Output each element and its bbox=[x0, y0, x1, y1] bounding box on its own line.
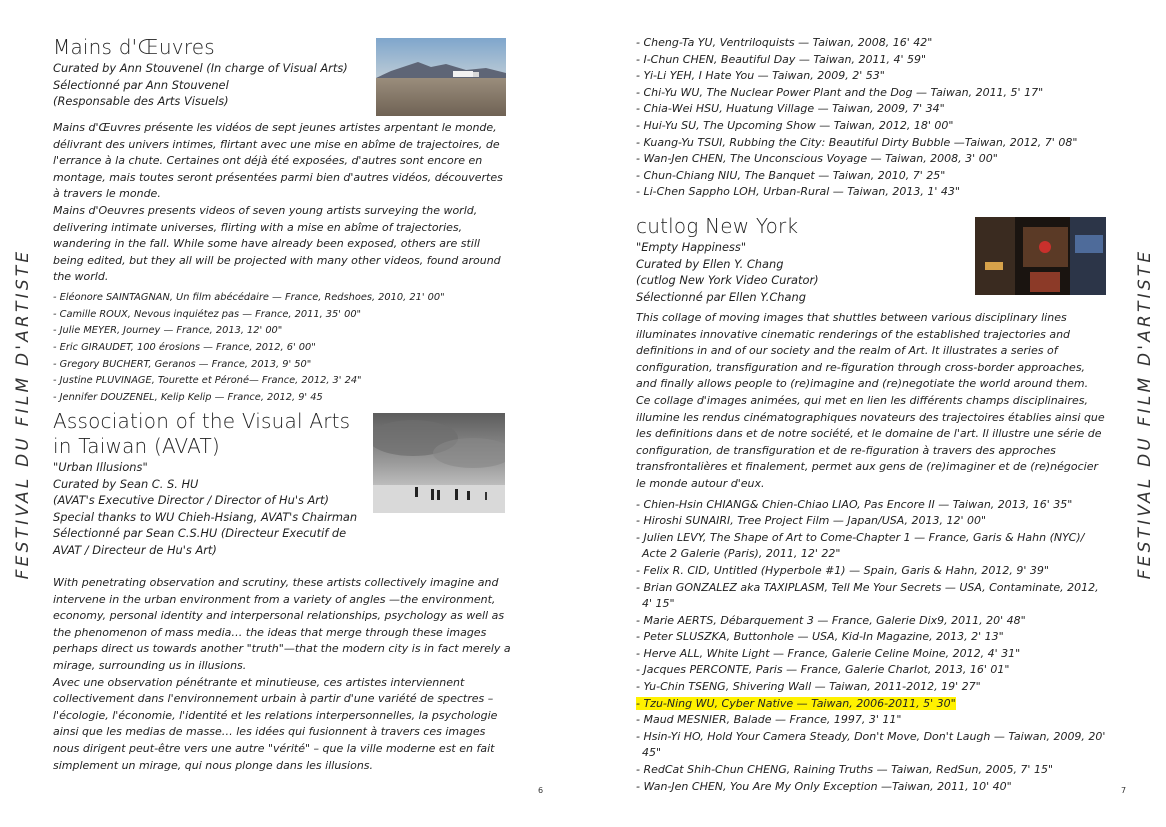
list-item: - Wan-Jen CHEN, You Are My Only Exception —Taiwan, 2011, 10' 40" bbox=[636, 779, 1012, 793]
list-item: - Julien LEVY, The Shape of Art to Come-Chapter 1 — France, Garis & Hahn (NYC)/ Acte 2 Galerie (Paris), 2011, 12' 22" bbox=[636, 530, 1085, 561]
list-item: - Chi-Yu WU, The Nuclear Power Plant and the Dog — Taiwan, 2011, 5' 17" bbox=[636, 85, 1044, 99]
credits bbox=[636, 239, 966, 305]
list-item: - Chia-Wei HSU, Huatung Village — Taiwan, 2009, 7' 34" bbox=[636, 102, 945, 116]
cutlog-body bbox=[636, 310, 1106, 795]
list-item: - I-Chun CHEN, Beautiful Day — Taiwan, 2011, 4' 59" bbox=[636, 52, 927, 66]
credit-line: (AVAT's Executive Director / Director of Hu's Art) bbox=[53, 493, 329, 507]
credit-line: (Responsable des Arts Visuels) bbox=[53, 94, 229, 108]
credit-line: (cutlog New York Video Curator) bbox=[636, 273, 819, 287]
list-item: - Chun-Chiang NIU, The Banquet — Taiwan, 2010, 7' 25" bbox=[636, 168, 946, 182]
paragraph-en: Mains d'Oeuvres presents videos of seven young artists surveying the world, delivering intimate universes, flirting with a mise en abîme of trajectories, wandering in the fall. While some have already been exposed, others are still being edited, but they all will be projected with many other videos, found around the world. bbox=[53, 203, 501, 284]
list-item: - Jacques PERCONTE, Paris — France, Galerie Charlot, 2013, 16' 01" bbox=[636, 663, 1010, 677]
section-title-line2: in Taiwan (AVAT) bbox=[53, 434, 220, 458]
paragraph-en: With penetrating observation and scrutiny, these artists collectively imagine and intervene in the urban environment from a variety of angles —the environment, economy, personal identity and interpersonal relationships, psychology as well as the phenomenon of mass media… the ideas that merge through these images perhaps direct us towards another "truth"—that the modern city is in fact merely a mirage, surrounding us in illusions. bbox=[53, 576, 511, 672]
list-item: - Hui-Yu SU, The Upcoming Show — Taiwan, 2012, 18' 00" bbox=[636, 118, 954, 132]
list-item: - Chien-Hsin CHIANG& Chien-Chiao LIAO, Pas Encore II — Taiwan, 2013, 16' 35" bbox=[636, 497, 1073, 511]
credit-line: Sélectionné par Ellen Y.Chang bbox=[636, 289, 806, 304]
list-item: - Eric GIRAUDET, 100 érosions — France, 2012, 6' 00" bbox=[53, 342, 316, 354]
side-label-left bbox=[8, 0, 38, 827]
list-item: - RedCat Shih-Chun CHENG, Raining Truths — Taiwan, RedSun, 2005, 7' 15" bbox=[636, 763, 1054, 777]
list-item: - Jennifer DOUZENEL, Kelip Kelip — France, 2012, 9' 45 bbox=[53, 392, 323, 404]
page-number: 7 bbox=[1121, 786, 1127, 795]
list-item: - Maud MESNIER, Balade — France, 1997, 3' 11" bbox=[636, 713, 902, 727]
mains-body bbox=[53, 120, 513, 407]
credit-line: "Empty Happiness" bbox=[636, 240, 747, 254]
list-item: - Felix R. CID, Untitled (Hyperbole #1) — Spain, Garis & Hahn, 2012, 9' 39" bbox=[636, 563, 1049, 577]
credit-line: Curated by Ellen Y. Chang bbox=[636, 256, 784, 271]
list-item: - Li-Chen Sappho LOH, Urban-Rural — Taiwan, 2013, 1' 43" bbox=[636, 185, 960, 199]
side-label-right bbox=[1130, 0, 1160, 827]
list-item: - Justine PLUVINAGE, Tourette et Péroné— France, 2012, 3' 24" bbox=[53, 375, 362, 387]
highlighted-text: - Tzu-Ning WU, Cyber Native — Taiwan, 2006-2011, 5' 30" bbox=[636, 696, 956, 710]
section-title: cutlog New York bbox=[636, 214, 799, 238]
list-item: - Eléonore SAINTAGNAN, Un film abécédaire — France, Redshoes, 2010, 21' 00" bbox=[53, 291, 445, 303]
paragraph-fr: Avec une observation pénétrante et minutieuse, ces artistes interviennent collectivement dans l'environnement urbain à partir d'une variété de spectres – l'écologie, l'économie, l'identité et les relations interpersonnelles, la psychologie ainsi que les medias de masse… les idées qui fusionnent à travers ces images nous dirigent peut-être vers une autre "vérité" – que la ville moderne est en fait simplement un mirage, qui nous plonge dans les illusions. bbox=[53, 675, 498, 772]
page-number: 6 bbox=[538, 786, 544, 795]
credit-line: Sélectionné par Ann Stouvenel bbox=[53, 77, 229, 92]
credit-line: Curated by Ann Stouvenel (In charge of Visual Arts) bbox=[53, 61, 348, 75]
paragraph-en: This collage of moving images that shuttles between various disciplinary lines illuminates innovative cinematic renderings of the established trajectories and definitions in and of our society and the realm of Art. It illustrates a series of configuration, transfiguration and re-figuration through cross-border approaches, and finally allows people to (re)imagine and (re)negotiate the world around them. bbox=[636, 311, 1089, 391]
list-item: - Yi-Li YEH, I Hate You — Taiwan, 2009, 2' 53" bbox=[636, 69, 885, 83]
list-item: - Julie MEYER, Journey — France, 2013, 12' 00" bbox=[53, 325, 283, 337]
list-item: - Peter SLUSZKA, Buttonhole — USA, Kid-In Magazine, 2013, 2' 13" bbox=[636, 630, 1004, 644]
side-label-text: FESTIVAL DU FILM D'ARTISTE bbox=[1135, 248, 1155, 579]
list-item: - Yu-Chin TSENG, Shivering Wall — Taiwan, 2011-2012, 19' 27" bbox=[636, 680, 981, 694]
cutlog-section bbox=[636, 214, 966, 305]
list-item: - Brian GONZALEZ aka TAXIPLASM, Tell Me Your Secrets — USA, Contaminate, 2012, 4' 15" bbox=[636, 580, 1099, 611]
avat-body bbox=[53, 575, 511, 774]
credit-line: Curated by Sean C. S. HU bbox=[53, 476, 199, 491]
paragraph-fr: Ce collage d'images animées, qui met en lien les différents champs disciplinaires, illumine les rendus cinématographiques novateurs des trajectoires établies ainsi que les definitions dans et de notre société, et le domaine de l'art. Il illustre une série de configuration, de transfiguration et de re-figuration à travers des approches transfrontalières et finalement, permet aux gens de (re)imaginer et de (re)négocier le monde autour d'eux. bbox=[636, 393, 1105, 490]
list-item: - Gregory BUCHERT, Geranos — France, 2013, 9' 50" bbox=[53, 358, 312, 370]
paragraph-fr: Mains d'Œuvres présente les vidéos de sept jeunes artistes arpentant le monde, délivrant des univers intimes, flirtant avec une mise en abîme de trajectoires, de l'errance à la chute. Certaines ont déjà été exposées, d'autres sont encore en montage, mais toutes seront présentées parmi bien d'autres vidéos, découvertes à travers le monde. bbox=[53, 121, 503, 201]
film-list bbox=[53, 290, 513, 407]
list-item: - Marie AERTS, Débarquement 3 — France, Galerie Dix9, 2011, 20' 48" bbox=[636, 613, 1026, 627]
side-label-text: FESTIVAL DU FILM D'ARTISTE bbox=[13, 248, 33, 579]
list-item: - Wan-Jen CHEN, The Unconscious Voyage — Taiwan, 2008, 3' 00" bbox=[636, 152, 998, 166]
list-item: - Cheng-Ta YU, Ventriloquists — Taiwan, 2008, 16' 42" bbox=[636, 36, 933, 49]
list-item: - Camille ROUX, Nevous inquiétez pas — France, 2011, 35' 00" bbox=[53, 308, 362, 320]
list-item: - Hiroshi SUNAIRI, Tree Project Film — Japan/USA, 2013, 12' 00" bbox=[636, 514, 987, 528]
list-item: - Kuang-Yu TSUI, Rubbing the City: Beautiful Dirty Bubble —Taiwan, 2012, 7' 08" bbox=[636, 135, 1078, 149]
list-item: - Hsin-Yi HO, Hold Your Camera Steady, Don't Move, Don't Laugh — Taiwan, 2009, 20' 45" bbox=[636, 729, 1106, 760]
cutlog-thumbnail bbox=[975, 217, 1106, 295]
avat-thumbnail bbox=[373, 413, 505, 513]
credits bbox=[53, 459, 373, 558]
list-item: - Herve ALL, White Light — France, Galerie Celine Moine, 2012, 4' 31" bbox=[636, 646, 1021, 660]
section-title-line1: Association of the Visual Arts bbox=[53, 409, 351, 433]
list-item-highlighted bbox=[636, 696, 1106, 713]
mains-thumbnail bbox=[376, 38, 506, 116]
credit-line: Special thanks to WU Chieh-Hsiang, AVAT's Chairman bbox=[53, 509, 358, 524]
section-title: Mains d'Œuvres bbox=[53, 35, 215, 59]
film-list bbox=[636, 497, 1106, 796]
film-list-top bbox=[636, 35, 1106, 201]
credit-line: "Urban Illusions" bbox=[53, 460, 148, 474]
credit-line: Sélectionné par Sean C.S.HU (Directeur Executif de bbox=[53, 526, 347, 540]
avat-section bbox=[53, 409, 373, 558]
credit-line: AVAT / Directeur de Hu's Art) bbox=[53, 542, 217, 557]
